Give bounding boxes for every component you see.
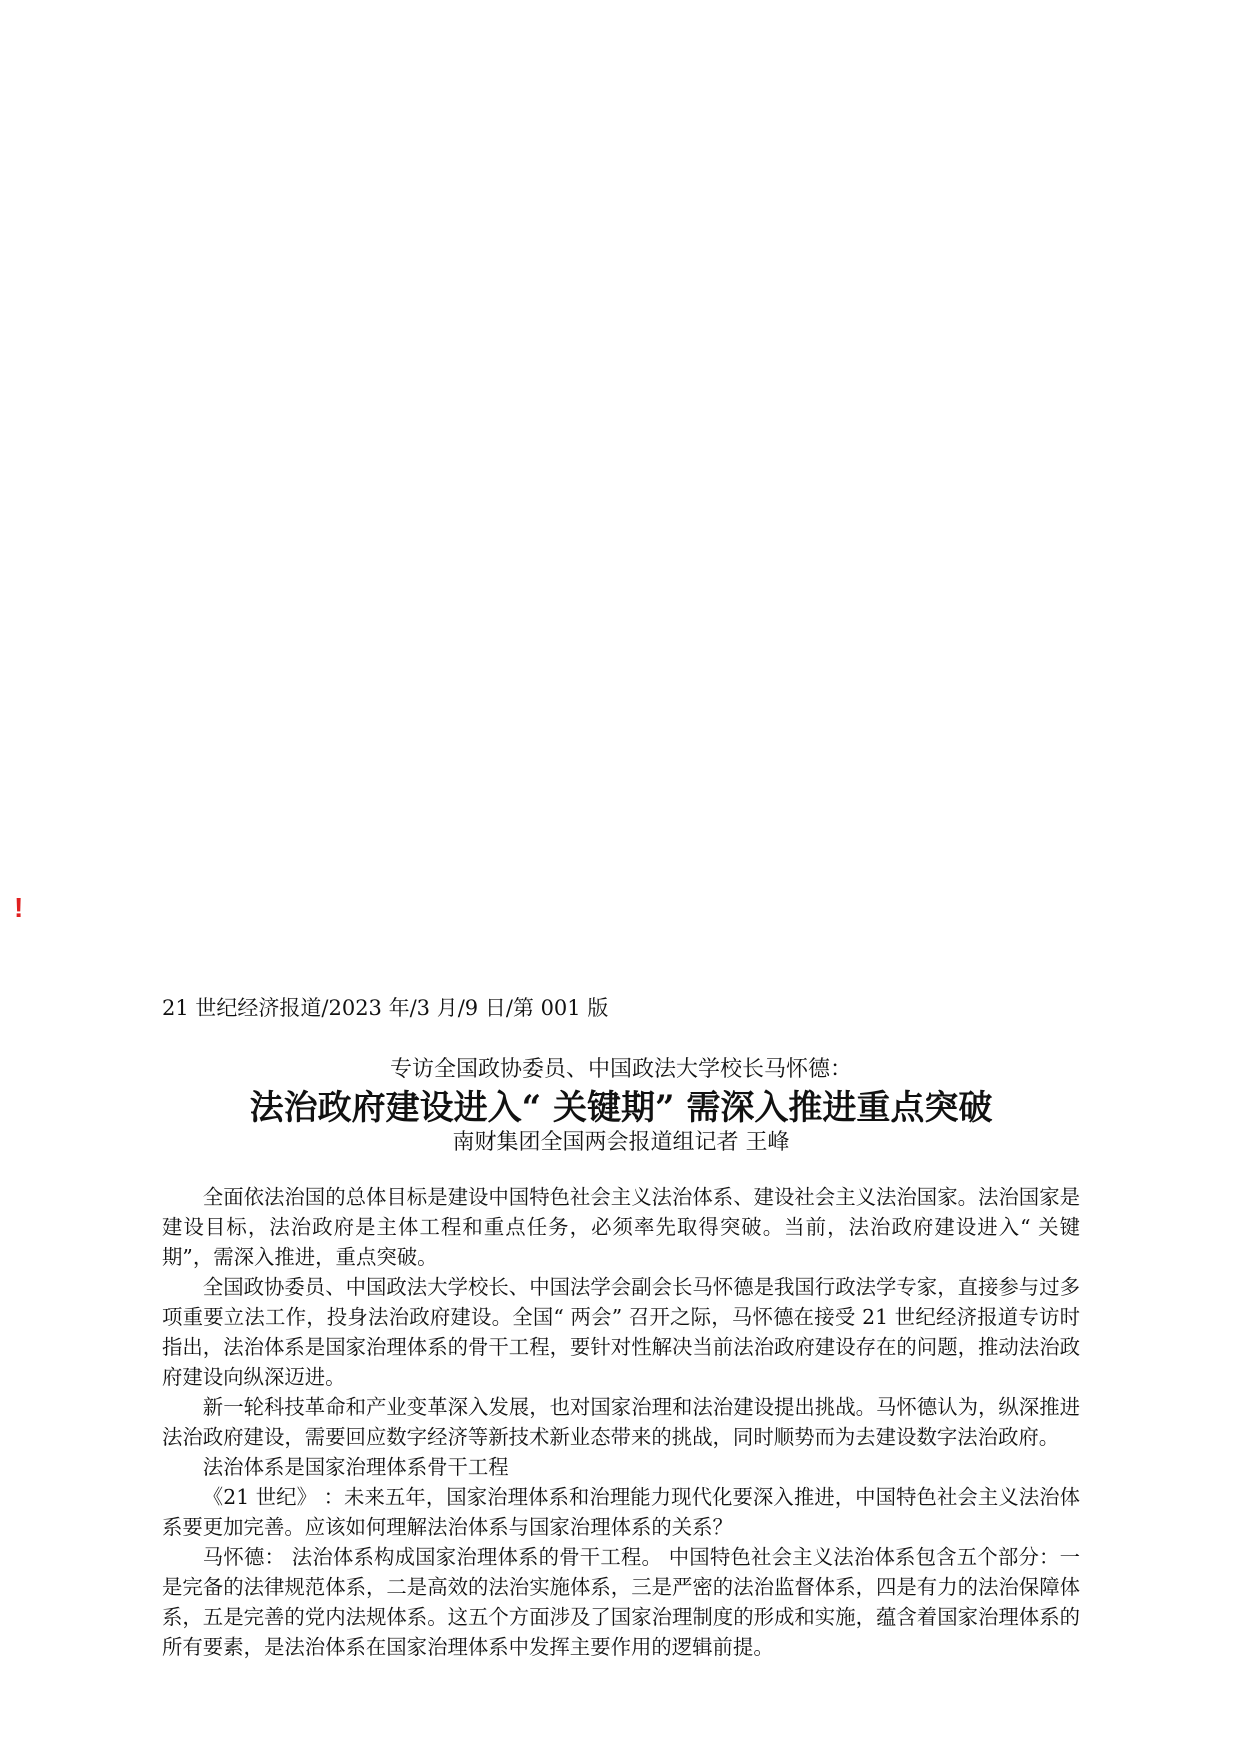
article-body [162, 1182, 1080, 1662]
paragraph: 新一轮科技革命和产业变革深入发展，也对国家治理和法治建设提出挑战。马怀德认为，纵深推进法治政府建设，需要回应数字经济等新技术新业态带来的挑战，同时顺势而为去建设数字法治政府。 [162, 1395, 1080, 1449]
question-paragraph: 《21 世纪》 ：未来五年，国家治理体系和治理能力现代化要深入推进，中国特色社会主义法治体系要更加完善。应该如何理解法治体系与国家治理体系的关系？ [162, 1485, 1080, 1539]
paragraph: 全国政协委员、中国政法大学校长、中国法学会副会长马怀德是我国行政法学专家，直接参与过多项重要立法工作，投身法治政府建设。全国“ 两会” 召开之际，马怀德在接受 21 世纪经济报道专访时指出，法治体系是国家治理体系的骨干工程，要针对性解决当前法治政府建设存在的问题，推动法治政府建设向纵深迈进。 [162, 1275, 1080, 1389]
source-line: 21 世纪经济报道/2023 年/3 月/9 日/第 001 版 [162, 996, 609, 1020]
section-heading: 法治体系是国家治理体系骨干工程 [202, 1455, 509, 1479]
paragraph: 全面依法治国的总体目标是建设中国特色社会主义法治体系、建设社会主义法治国家。法治国家是建设目标，法治政府是主体工程和重点任务，必须率先取得突破。当前，法治政府建设进入“ 关键期”，需深入推进，重点突破。 [162, 1185, 1080, 1269]
answer-paragraph: 马怀德： 法治体系构成国家治理体系的骨干工程。 中国特色社会主义法治体系包含五个部分：一是完备的法律规范体系，二是高效的法治实施体系，三是严密的法治监督体系，四是有力的法治保障体系，五是完善的党内法规体系。这五个方面涉及了国家治理制度的形成和实施，蕴含着国家治理体系的所有要素，是法治体系在国家治理体系中发挥主要作用的逻辑前提。 [162, 1545, 1080, 1659]
kicker: 专访全国政协委员、中国政法大学校长马怀德： [389, 1057, 852, 1082]
byline: 南财集团全国两会报道组记者 王峰 [452, 1130, 790, 1156]
headline: 法治政府建设进入“ 关键期” 需深入推进重点突破 [249, 1087, 993, 1128]
article-header [162, 1056, 1080, 1158]
red-exclamation-mark: ! [14, 892, 24, 923]
